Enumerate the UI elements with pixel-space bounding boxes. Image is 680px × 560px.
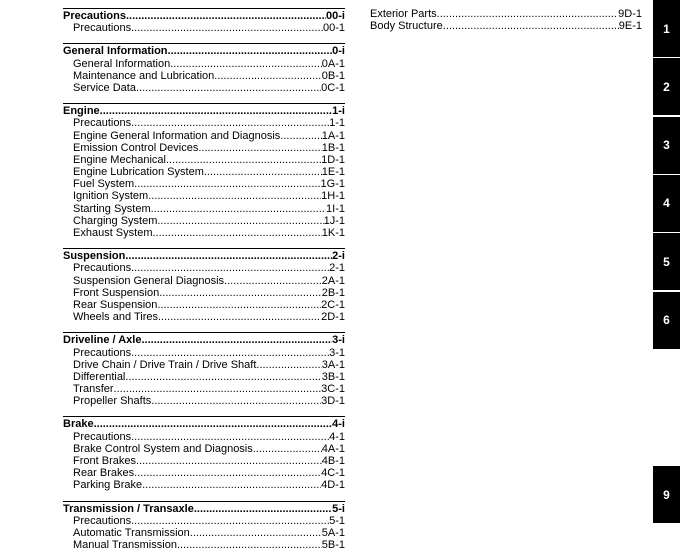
entry-title: Brake Control System and Diagnosis [73, 442, 253, 455]
dot-leader [194, 503, 332, 515]
dot-leader [256, 359, 321, 371]
dot-leader [136, 455, 322, 467]
dot-leader [253, 443, 322, 455]
toc-entry[interactable] [63, 359, 345, 371]
entry-page: 1-1 [329, 117, 345, 130]
section-tab-3[interactable]: 3 [653, 117, 680, 174]
dot-leader [168, 45, 333, 57]
toc-section-suspension [63, 248, 345, 323]
entry-title: Service Data [73, 81, 136, 94]
section-heading[interactable] [63, 249, 345, 262]
entry-page: 00-i [326, 10, 345, 22]
toc-entry[interactable] [63, 215, 345, 227]
entry-title: Brake [63, 418, 94, 431]
toc-entry[interactable] [63, 227, 345, 239]
entry-page: 5B-1 [321, 539, 345, 552]
toc-entry[interactable] [63, 82, 345, 94]
entry-title: Maintenance and Lubrication [73, 69, 215, 82]
entry-title: Engine Mechanical [73, 153, 166, 166]
entry-title: Precautions [73, 430, 132, 443]
toc-entry[interactable] [63, 455, 345, 467]
toc-entry[interactable] [63, 58, 345, 70]
section-tab-9[interactable]: 9 [653, 466, 680, 523]
section-heading[interactable] [63, 333, 345, 346]
entry-page: 1B-1 [321, 141, 345, 154]
toc-section-general-information [63, 43, 345, 94]
entry-title: Rear Brakes [73, 467, 135, 480]
toc-entry[interactable] [63, 395, 345, 407]
dot-leader [131, 347, 329, 359]
toc-entry[interactable] [370, 20, 642, 32]
entry-title: Driveline / Axle [63, 334, 142, 347]
section-heading[interactable] [63, 9, 345, 22]
dot-leader [148, 190, 321, 202]
entry-title: Exhaust System [73, 227, 153, 239]
dot-leader [94, 418, 333, 430]
dot-leader [141, 334, 332, 346]
toc-entry[interactable] [63, 275, 345, 287]
toc-entry[interactable] [63, 383, 345, 395]
entry-title: Exterior Parts [370, 8, 437, 20]
dot-leader [224, 275, 322, 287]
entry-title: Emission Control Devices [73, 141, 199, 154]
dot-leader [151, 203, 326, 215]
section-heading[interactable] [63, 104, 345, 117]
dot-leader [157, 215, 323, 227]
entry-page: 2A-1 [321, 274, 345, 287]
dot-leader [204, 166, 322, 178]
entry-page: 3B-1 [321, 370, 345, 383]
dot-leader [125, 371, 321, 383]
entry-title: Engine Lubrication System [73, 166, 204, 179]
section-tab-4[interactable]: 4 [653, 175, 680, 232]
entry-title: Body Structure [370, 20, 443, 33]
entry-page: 2B-1 [321, 286, 345, 299]
entry-page: 1-i [332, 105, 345, 118]
section-heading[interactable] [63, 417, 345, 430]
dot-leader [157, 299, 321, 311]
dot-leader [190, 527, 322, 539]
toc-entry[interactable] [63, 311, 345, 323]
toc-left-column [63, 8, 345, 560]
toc-entry[interactable] [370, 8, 642, 20]
entry-title: Precautions [73, 262, 132, 275]
toc-entry[interactable] [63, 287, 345, 299]
entry-page: 1A-1 [321, 129, 345, 142]
entry-title: Front Suspension [73, 286, 160, 299]
toc-section-precautions [63, 8, 345, 34]
entry-page: 1E-1 [321, 166, 345, 179]
dot-leader [170, 58, 322, 70]
entry-title: Transfer [73, 383, 114, 396]
entry-page: 1K-1 [321, 227, 345, 239]
entry-title: Suspension General Diagnosis [73, 274, 225, 287]
dot-leader [152, 227, 321, 239]
dot-leader [134, 178, 320, 190]
toc-entry[interactable] [63, 347, 345, 359]
entry-page: 9D-1 [618, 8, 642, 20]
toc-entry[interactable] [63, 467, 345, 479]
toc-section-transmission-transaxle [63, 501, 345, 552]
section-tab-1[interactable]: 1 [653, 0, 680, 57]
dot-leader [198, 142, 321, 154]
toc-entry[interactable] [63, 527, 345, 539]
toc-entry[interactable] [63, 371, 345, 383]
toc-section-engine [63, 103, 345, 239]
toc-entry[interactable] [63, 203, 345, 215]
dot-leader [166, 154, 321, 166]
toc-entry[interactable] [63, 142, 345, 154]
toc-entry[interactable] [63, 443, 345, 455]
entry-title: Propeller Shafts [73, 395, 152, 408]
entry-page: 3A-1 [321, 358, 345, 371]
dot-leader [125, 250, 332, 262]
entry-page: 1D-1 [321, 153, 345, 166]
section-tab-5[interactable]: 5 [653, 233, 680, 290]
entry-page: 1G-1 [320, 178, 345, 191]
section-heading[interactable] [63, 502, 345, 515]
toc-entry[interactable] [63, 431, 345, 443]
entry-page: 4-1 [329, 430, 345, 443]
entry-title: Precautions [73, 117, 132, 130]
entry-title: Precautions [63, 10, 126, 22]
entry-page: 4D-1 [321, 479, 345, 492]
dot-leader [280, 130, 321, 142]
toc-entry[interactable] [63, 539, 345, 551]
entry-title: Fuel System [73, 178, 135, 191]
entry-page: 4-i [332, 418, 345, 431]
entry-title: Transmission / Transaxle [63, 502, 194, 515]
dot-leader [114, 383, 322, 395]
dot-leader [136, 82, 321, 94]
dot-leader [131, 117, 329, 129]
entry-title: Wheels and Tires [73, 311, 158, 324]
entry-title: Precautions [73, 346, 132, 359]
dot-leader [177, 539, 322, 551]
entry-title: General Information [73, 57, 171, 70]
toc-entry[interactable] [63, 190, 345, 202]
entry-title: Engine [63, 105, 100, 118]
toc-entry[interactable] [63, 262, 345, 274]
entry-page: 0A-1 [321, 57, 345, 70]
toc-entry[interactable] [63, 178, 345, 190]
entry-page: 4A-1 [321, 442, 345, 455]
entry-title: Precautions [73, 514, 132, 527]
entry-title: Precautions [73, 22, 132, 35]
entry-page: 2C-1 [321, 298, 345, 311]
section-heading[interactable] [63, 44, 345, 57]
entry-page: 0C-1 [321, 81, 345, 94]
entry-title: Manual Transmission [73, 539, 177, 552]
entry-page: 3-1 [329, 346, 345, 359]
toc-entry[interactable] [63, 117, 345, 129]
entry-title: Ignition System [73, 190, 149, 203]
entry-page: 3D-1 [321, 395, 345, 408]
entry-page: 3C-1 [321, 383, 345, 396]
toc-section-driveline-axle [63, 332, 345, 407]
dot-leader [159, 287, 322, 299]
entry-page: 2D-1 [321, 311, 345, 324]
entry-title: Suspension [63, 250, 126, 263]
entry-title: Drive Chain / Drive Train / Drive Shaft [73, 358, 257, 371]
entry-title: Engine General Information and Diagnosis [73, 129, 281, 142]
dot-leader [134, 467, 321, 479]
entry-page: 4C-1 [321, 467, 345, 480]
entry-page: 2-1 [329, 262, 345, 275]
dot-leader [100, 105, 332, 117]
dot-leader [131, 262, 329, 274]
entry-title: Parking Brake [73, 479, 143, 492]
toc-entry[interactable] [63, 515, 345, 527]
dot-leader [131, 431, 329, 443]
dot-leader [131, 22, 323, 34]
toc-entry[interactable] [63, 70, 345, 82]
dot-leader [158, 311, 321, 323]
dot-leader [142, 479, 321, 491]
dot-leader [443, 20, 619, 32]
section-tab-6[interactable]: 6 [653, 292, 680, 349]
toc-entry[interactable] [63, 154, 345, 166]
entry-page: 1H-1 [321, 190, 345, 203]
toc-entry[interactable] [63, 166, 345, 178]
toc-right-column [370, 8, 642, 32]
entry-page: 1J-1 [323, 214, 345, 227]
entry-page: 00-1 [322, 22, 345, 35]
dot-leader [151, 395, 321, 407]
toc-section-brake [63, 416, 345, 491]
dot-leader [126, 10, 326, 22]
toc-entry[interactable] [63, 130, 345, 142]
dot-leader [131, 515, 329, 527]
entry-title: Front Brakes [73, 455, 136, 467]
entry-page: 4B-1 [321, 455, 345, 467]
entry-page: 9E-1 [618, 20, 642, 33]
entry-title: Automatic Transmission [73, 526, 190, 539]
entry-page: 0B-1 [321, 69, 345, 82]
entry-title: Charging System [73, 214, 158, 227]
toc-entry[interactable] [63, 299, 345, 311]
entry-page: 5-1 [329, 514, 345, 527]
section-tab-2[interactable]: 2 [653, 58, 680, 115]
entry-page: 0-i [332, 45, 345, 58]
toc-entry[interactable] [63, 22, 345, 34]
entry-title: General Information [63, 45, 168, 58]
entry-title: Starting System [73, 202, 151, 215]
dot-leader [437, 8, 619, 20]
entry-title: Differential [73, 370, 126, 383]
entry-page: 1I-1 [326, 202, 345, 215]
entry-page: 5-i [332, 502, 345, 515]
toc-entry[interactable] [63, 479, 345, 491]
entry-page: 5A-1 [321, 526, 345, 539]
dot-leader [214, 70, 321, 82]
entry-page: 2-i [332, 250, 345, 263]
entry-page: 3-i [332, 334, 345, 347]
entry-title: Rear Suspension [73, 298, 158, 311]
